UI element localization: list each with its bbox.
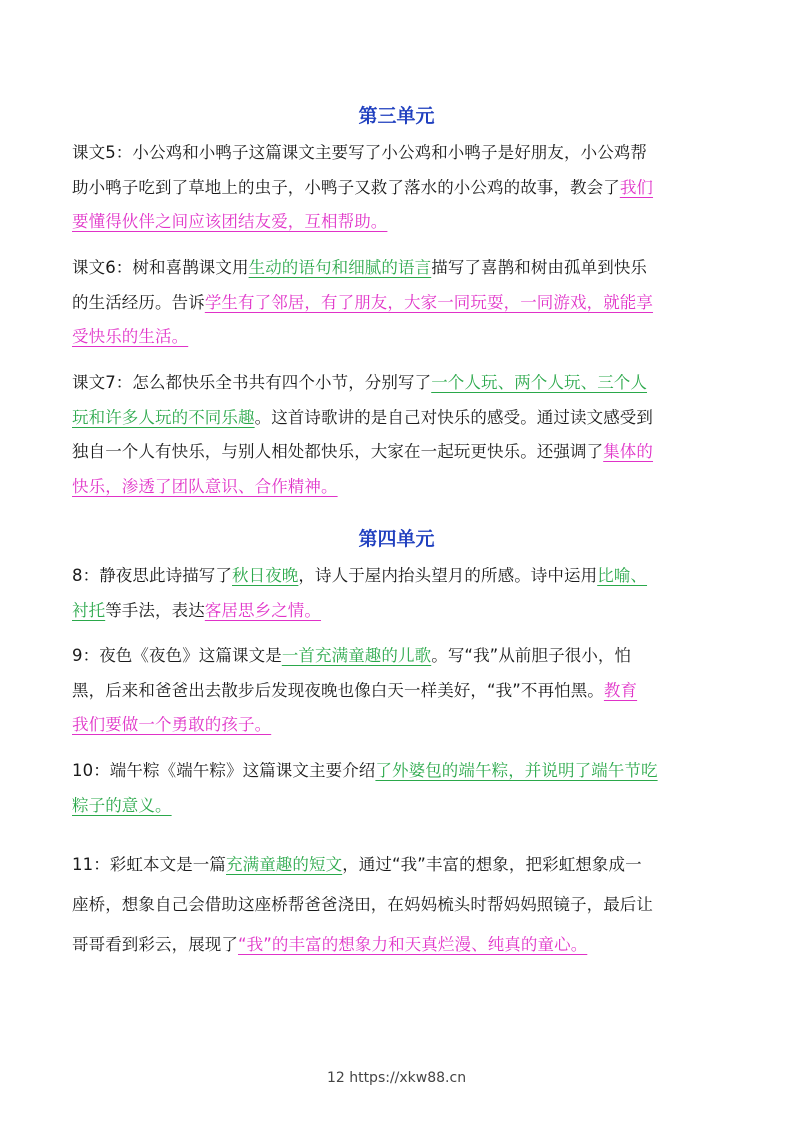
unit-4-heading: 第四单元 [358, 528, 435, 550]
text: 助小鸭子吃到了草地上的虫子，小鸭子又救了落水的小公鸡的故事，教会了 [72, 177, 620, 197]
text: 的生活经历。告诉 [72, 292, 205, 312]
lesson-6-paragraph [72, 251, 727, 355]
text: 。这首诗歌讲的是自己对快乐的感受。通过读文感受到 [254, 407, 654, 427]
line [72, 320, 727, 355]
line [72, 845, 727, 885]
line [72, 754, 727, 789]
highlight-green: 充满童趣的短文 [226, 855, 343, 874]
lesson-8-paragraph [72, 559, 727, 628]
text: ，诗人于屋内抬头望月的所感。诗中运用 [298, 566, 598, 585]
line [72, 171, 727, 206]
page-footer: 12 https://xkw88.cn [326, 1070, 467, 1086]
text: 8：静夜思此诗描写了 [72, 566, 232, 585]
text: 9：夜色《夜色》这篇课文是 [72, 646, 282, 665]
highlight-magenta: 我们 [619, 177, 654, 197]
highlight-magenta: 教育 [603, 680, 638, 700]
highlight-green: 了外婆包的端午粽，并说明了端午节吃 [375, 761, 658, 780]
line [72, 559, 727, 594]
line [72, 136, 727, 171]
highlight-magenta: 受快乐的生活。 [72, 327, 189, 346]
line [72, 594, 727, 629]
text: ，通过“我”丰富的想象，把彩虹想象成一 [342, 855, 642, 874]
lesson-9-paragraph [72, 639, 727, 743]
line [72, 205, 727, 240]
highlight-green: 玩和许多人玩的不同乐趣 [72, 407, 255, 427]
text: 课文6：树和喜鹊课文用 [72, 258, 249, 277]
line [72, 885, 727, 925]
highlight-green: 衬托 [72, 600, 106, 620]
line [72, 470, 727, 505]
highlight-magenta: “我”的丰富的想象力和天真烂漫、纯真的童心。 [238, 935, 588, 954]
line [72, 789, 727, 824]
line [72, 366, 727, 401]
text: 等手法，表达 [105, 600, 205, 620]
lesson-11-paragraph [72, 845, 727, 965]
highlight-green: 一个人玩、两个人玩、三个人 [431, 373, 648, 392]
text: 课文5：小公鸡和小鸭子这篇课文主要写了小公鸡和小鸭子是好朋友，小公鸡帮 [72, 143, 647, 162]
highlight-magenta: 集体的 [603, 442, 654, 461]
highlight-green: 秋日夜晚 [232, 566, 299, 585]
highlight-magenta: 客居思乡之情。 [204, 600, 322, 620]
line [72, 251, 727, 286]
text: 10：端午粽《端午粽》这篇课文主要介绍 [72, 761, 376, 780]
text: 课文7：怎么都快乐全书共有四个小节，分别写了 [72, 373, 432, 392]
text: 11：彩虹本文是一篇 [72, 855, 226, 874]
line [72, 639, 727, 674]
lesson-7-paragraph [72, 366, 727, 504]
highlight-magenta: 学生有了邻居，有了朋友，大家一同玩耍，一同游戏，就能享 [204, 292, 654, 312]
text: 描写了喜鹊和树由孤单到快乐 [431, 258, 648, 277]
text: 独自一个人有快乐，与别人相处都快乐，大家在一起玩更快乐。还强调了 [72, 442, 604, 461]
highlight-green: 粽子的意义。 [72, 795, 172, 815]
text: 黑，后来和爸爸出去散步后发现夜晚也像白天一样美好，“我”不再怕黑。 [72, 680, 604, 700]
unit-3-heading: 第三单元 [358, 105, 435, 127]
lesson-10-paragraph [72, 754, 727, 823]
line [72, 401, 727, 436]
line [72, 925, 727, 965]
line [72, 286, 727, 321]
highlight-magenta: 要懂得伙伴之间应该团结友爱，互相帮助。 [72, 212, 388, 231]
lesson-5-paragraph [72, 136, 727, 240]
highlight-magenta: 快乐，渗透了团队意识、合作精神。 [72, 476, 338, 496]
text: 哥哥看到彩云，展现了 [72, 935, 238, 954]
highlight-magenta: 我们要做一个勇敢的孩子。 [72, 715, 272, 734]
line [72, 708, 727, 743]
line [72, 435, 727, 470]
text: 座桥，想象自己会借助这座桥帮爸爸浇田，在妈妈梳头时帮妈妈照镜子，最后让 [72, 895, 653, 914]
highlight-green: 生动的语句和细腻的语言 [248, 258, 432, 277]
line [72, 674, 727, 709]
highlight-green: 比喻、 [597, 566, 648, 585]
highlight-green: 一首充满童趣的儿歌 [281, 646, 432, 665]
text: 。写“我”从前胆子很小，怕 [431, 646, 632, 665]
